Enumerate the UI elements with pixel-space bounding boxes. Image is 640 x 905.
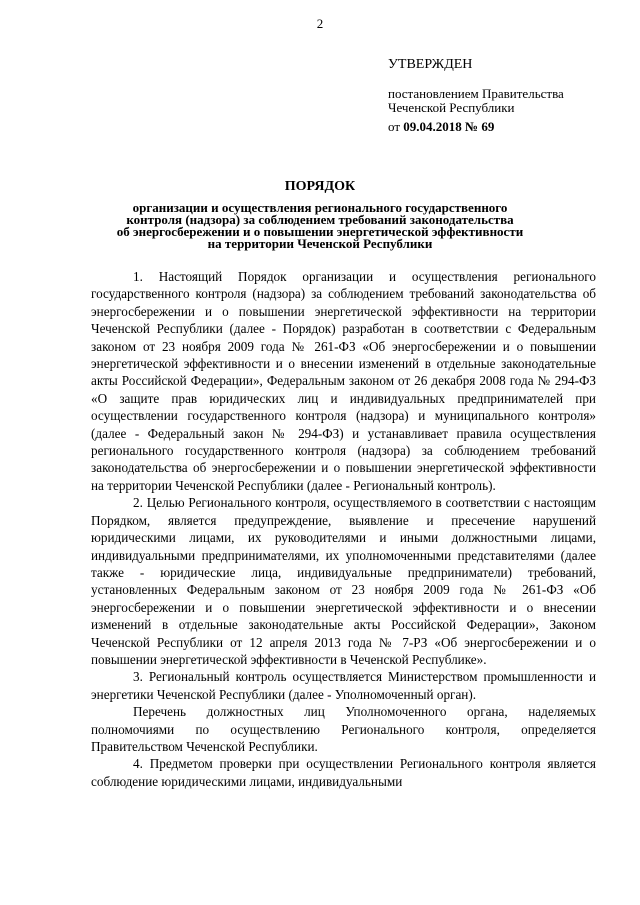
approval-date-number xyxy=(388,120,628,134)
subtitle-line: организации и осуществления регионального государственного xyxy=(132,200,508,215)
page-number: 2 xyxy=(316,16,324,31)
paragraph-1: 1. Настоящий Порядок организации и осуществления регионального государственного контроля (надзора) за соблюдением требований законодательства об энергосбережении и о повышении энергетической эффективности на территории Чеченской Республики (далее - Порядок) разработан в соответствии с Федеральным законом от 23 ноября 2009 года № 261-ФЗ «Об энергосбережении и о повышении энергетической эффективности и о внесении изменений в отдельные законодательные акты Российской Федерации», Федеральным законом от 26 декабря 2008 года № 294-ФЗ «О защите прав юридических лиц и индивидуальных предпринимателей при осуществлении государственного контроля (надзора) и муниципального контроля» (далее - Федеральный закон № 294-ФЗ) и устанавливает правила осуществления регионального государственного контроля (надзора) за соблюдением требований законодательства об энергосбережении и о повышении энергетической эффективности на территории Чеченской Республики (далее - Региональный контроль). xyxy=(91,269,596,493)
subtitle-line: на территории Чеченской Республики xyxy=(207,236,433,251)
approval-date: 09.04.2018 xyxy=(403,119,462,134)
approval-number: № 69 xyxy=(465,119,495,134)
approval-block xyxy=(388,58,628,134)
subtitle-line: контроля (надзора) за соблюдением требований законодательства xyxy=(126,212,514,227)
document-body xyxy=(91,268,596,790)
approval-from-word: от xyxy=(388,119,401,134)
paragraph-3: 3. Региональный контроль осуществляется Министерством промышленности и энергетики Чеченской Республики (далее - Уполномоченный орган). xyxy=(91,669,596,702)
document-subtitle xyxy=(0,202,640,250)
document-title: ПОРЯДОК xyxy=(284,179,356,194)
subtitle-line: об энергосбережении и о повышении энергетической эффективности xyxy=(116,224,524,239)
paragraph-2: 2. Целью Регионального контроля, осуществляемого в соответствии с настоящим Порядком, является предупреждение, выявление и пресечение нарушений юридическими лицами, их руководителями и иными должностными лицами, индивидуальными предпринимателями, их уполномоченными представителями (далее также - юридические лица, индивидуальные предприниматели) требований, установленных Федеральным законом от 23 ноября 2009 года № 261-ФЗ «Об энергосбережении и о повышении энергетической эффективности и о внесении изменений в отдельные законодательные акты Российской Федерации», Законом Чеченской Республики от 12 апреля 2013 года № 7-РЗ «Об энергосбережении и о повышении энергетической эффективности в Чеченской Республике». xyxy=(91,495,596,667)
paragraph-4: 4. Предметом проверки при осуществлении Регионального контроля является соблюдение юридическими лицами, индивидуальными xyxy=(91,756,596,789)
approval-line-2: Чеченской Республики xyxy=(388,100,515,115)
approval-line-1: постановлением Правительства xyxy=(388,86,564,101)
paragraph-3-continued: Перечень должностных лиц Уполномоченного органа, наделяемых полномочиями по осуществлению Регионального контроля, определяется Правительством Чеченской Республики. xyxy=(91,704,596,754)
approval-heading: УТВЕРЖДЕН xyxy=(388,57,473,72)
